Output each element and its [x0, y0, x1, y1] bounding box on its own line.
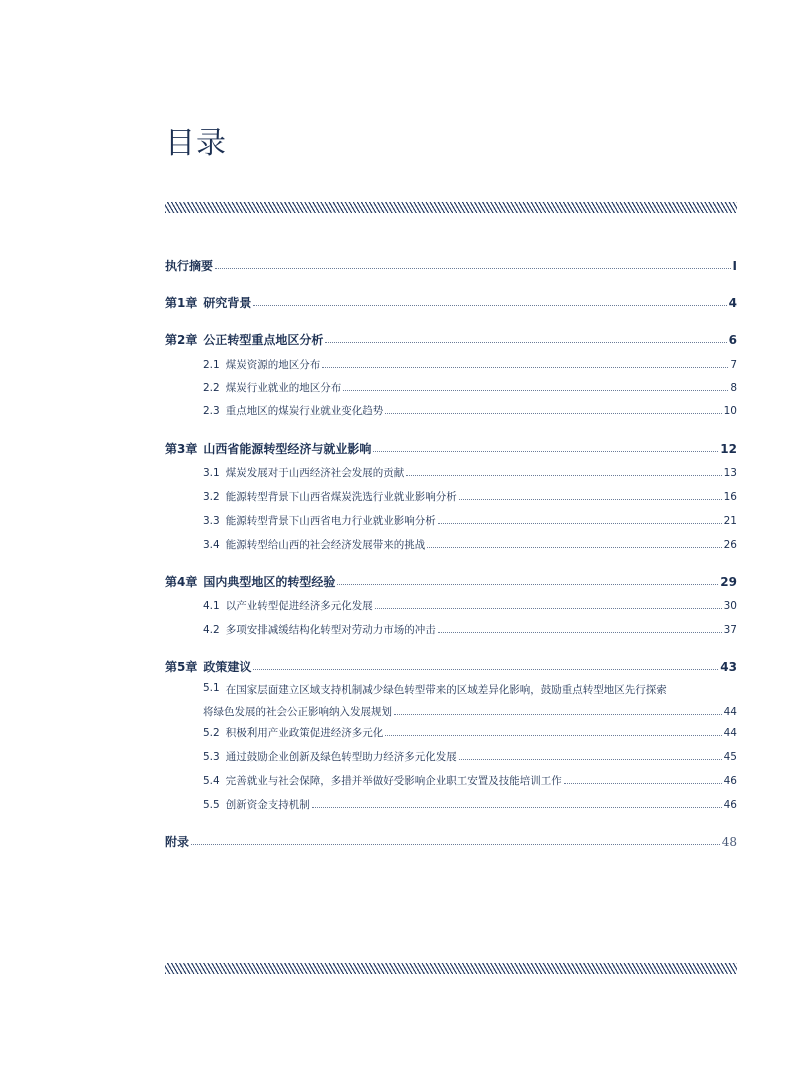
- toc-page: 30: [723, 600, 737, 612]
- toc-label: 附录: [165, 835, 190, 849]
- toc-entry[interactable]: [165, 658, 737, 675]
- toc-page: 8: [730, 382, 737, 394]
- toc-page: 26: [723, 539, 737, 551]
- toc-label: 煤炭行业就业的地区分布: [225, 382, 342, 394]
- toc-page: 4: [728, 296, 737, 310]
- toc-label: 煤炭发展对于山西经济社会发展的贡献: [225, 467, 405, 479]
- toc-entry[interactable]: [203, 380, 737, 395]
- toc-num: 5.4: [203, 775, 220, 787]
- leader-dots: [406, 475, 721, 476]
- toc-num: 2.3: [203, 405, 220, 417]
- toc-label: 在国家层面建立区域支持机制减少绿色转型带来的区域差异化影响，鼓励重点转型地区先行探索: [225, 684, 667, 696]
- toc-page: 16: [723, 491, 737, 503]
- toc-label: 山西省能源转型经济与就业影响: [203, 442, 372, 456]
- toc-entry[interactable]: [203, 537, 737, 552]
- toc-entry[interactable]: [203, 465, 737, 480]
- toc-entry[interactable]: [165, 833, 737, 850]
- toc-entry[interactable]: [165, 294, 737, 311]
- toc-page: 7: [730, 359, 737, 371]
- leader-dots: [253, 669, 718, 670]
- toc-num: 2.1: [203, 359, 220, 371]
- toc-label: 通过鼓励企业创新及绿色转型助力经济多元化发展: [225, 751, 457, 763]
- leader-dots: [191, 844, 720, 845]
- toc-entry[interactable]: [203, 489, 737, 504]
- toc-label: 国内典型地区的转型经验: [203, 575, 336, 589]
- toc-page: 29: [720, 575, 737, 589]
- toc-label: 政策建议: [203, 660, 252, 674]
- toc-entry[interactable]: [203, 622, 737, 637]
- toc-label: 以产业转型促进经济多元化发展: [225, 600, 373, 612]
- leader-dots: [322, 367, 728, 368]
- toc-label: 研究背景: [203, 296, 252, 310]
- toc-entry[interactable]: [165, 331, 737, 348]
- leader-dots: [375, 608, 722, 609]
- toc-page: 12: [720, 442, 737, 456]
- toc-page: 10: [723, 405, 737, 417]
- toc-num: 5.2: [203, 727, 220, 739]
- bottom-hatch-divider: [165, 963, 737, 974]
- leader-dots: [337, 584, 718, 585]
- toc-page: 43: [720, 660, 737, 674]
- toc-num: 3.4: [203, 539, 220, 551]
- toc-label: 公正转型重点地区分析: [203, 333, 324, 347]
- toc-page: 44: [723, 706, 737, 718]
- toc-page: 13: [723, 467, 737, 479]
- toc-num: 第3章: [165, 442, 198, 456]
- toc-page: 46: [723, 799, 737, 811]
- toc-label: 创新资金支持机制: [225, 799, 310, 811]
- toc-num: 第1章: [165, 296, 198, 310]
- leader-dots: [253, 305, 726, 306]
- toc-entry[interactable]: [165, 440, 737, 457]
- toc-num: 2.2: [203, 382, 220, 394]
- toc-num: 4.1: [203, 600, 220, 612]
- toc-num: 第4章: [165, 575, 198, 589]
- toc-label-continued: 将绿色发展的社会公正影响纳入发展规划: [203, 706, 392, 718]
- toc-num: 5.5: [203, 799, 220, 811]
- leader-dots: [215, 268, 731, 269]
- leader-dots: [459, 759, 722, 760]
- toc-page: 46: [723, 775, 737, 787]
- toc-label: 能源转型背景下山西省电力行业就业影响分析: [225, 515, 436, 527]
- toc-num: 5.1: [203, 682, 220, 694]
- toc-page: 48: [721, 835, 737, 849]
- toc-label: 多项安排减缓结构化转型对劳动力市场的冲击: [225, 624, 436, 636]
- toc-label: 煤炭资源的地区分布: [225, 359, 321, 371]
- toc-entry[interactable]: [203, 513, 737, 528]
- toc-num: 第5章: [165, 660, 198, 674]
- leader-dots: [325, 342, 726, 343]
- toc-page: I: [732, 259, 737, 273]
- toc-label: 完善就业与社会保障，多措并举做好受影响企业职工安置及技能培训工作: [225, 775, 562, 787]
- toc-entry[interactable]: [203, 725, 737, 740]
- toc-entry[interactable]: [203, 403, 737, 418]
- toc-label: 执行摘要: [165, 259, 214, 273]
- leader-dots: [394, 714, 722, 715]
- toc-page: 44: [723, 727, 737, 739]
- leader-dots: [312, 807, 722, 808]
- toc-num: 第2章: [165, 333, 198, 347]
- toc-page: 45: [723, 751, 737, 763]
- toc-label: 积极利用产业政策促进经济多元化: [225, 727, 384, 739]
- toc-page: 37: [723, 624, 737, 636]
- leader-dots: [438, 632, 722, 633]
- page-title: 目录: [165, 126, 227, 161]
- toc-page: 21: [723, 515, 737, 527]
- toc-entry[interactable]: [203, 773, 737, 788]
- leader-dots: [385, 735, 721, 736]
- toc-entry[interactable]: [203, 682, 737, 719]
- toc-entry[interactable]: [203, 749, 737, 764]
- toc-entry[interactable]: [165, 573, 737, 590]
- toc-entry[interactable]: [203, 357, 737, 372]
- toc-label: 能源转型给山西的社会经济发展带来的挑战: [225, 539, 426, 551]
- toc-num: 4.2: [203, 624, 220, 636]
- toc-entry[interactable]: [203, 598, 737, 613]
- leader-dots: [385, 413, 721, 414]
- top-hatch-divider: [165, 202, 737, 213]
- leader-dots: [373, 451, 718, 452]
- toc-num: 3.3: [203, 515, 220, 527]
- toc-num: 3.2: [203, 491, 220, 503]
- leader-dots: [564, 783, 722, 784]
- leader-dots: [459, 499, 722, 500]
- toc-label: 重点地区的煤炭行业就业变化趋势: [225, 405, 384, 417]
- toc-page: 6: [728, 333, 737, 347]
- toc-label: 能源转型背景下山西省煤炭洗选行业就业影响分析: [225, 491, 457, 503]
- toc-num: 3.1: [203, 467, 220, 479]
- leader-dots: [343, 390, 728, 391]
- toc-num: 5.3: [203, 751, 220, 763]
- leader-dots: [438, 523, 722, 524]
- toc-entry[interactable]: [203, 797, 737, 812]
- leader-dots: [427, 547, 721, 548]
- toc-entry[interactable]: [165, 257, 737, 274]
